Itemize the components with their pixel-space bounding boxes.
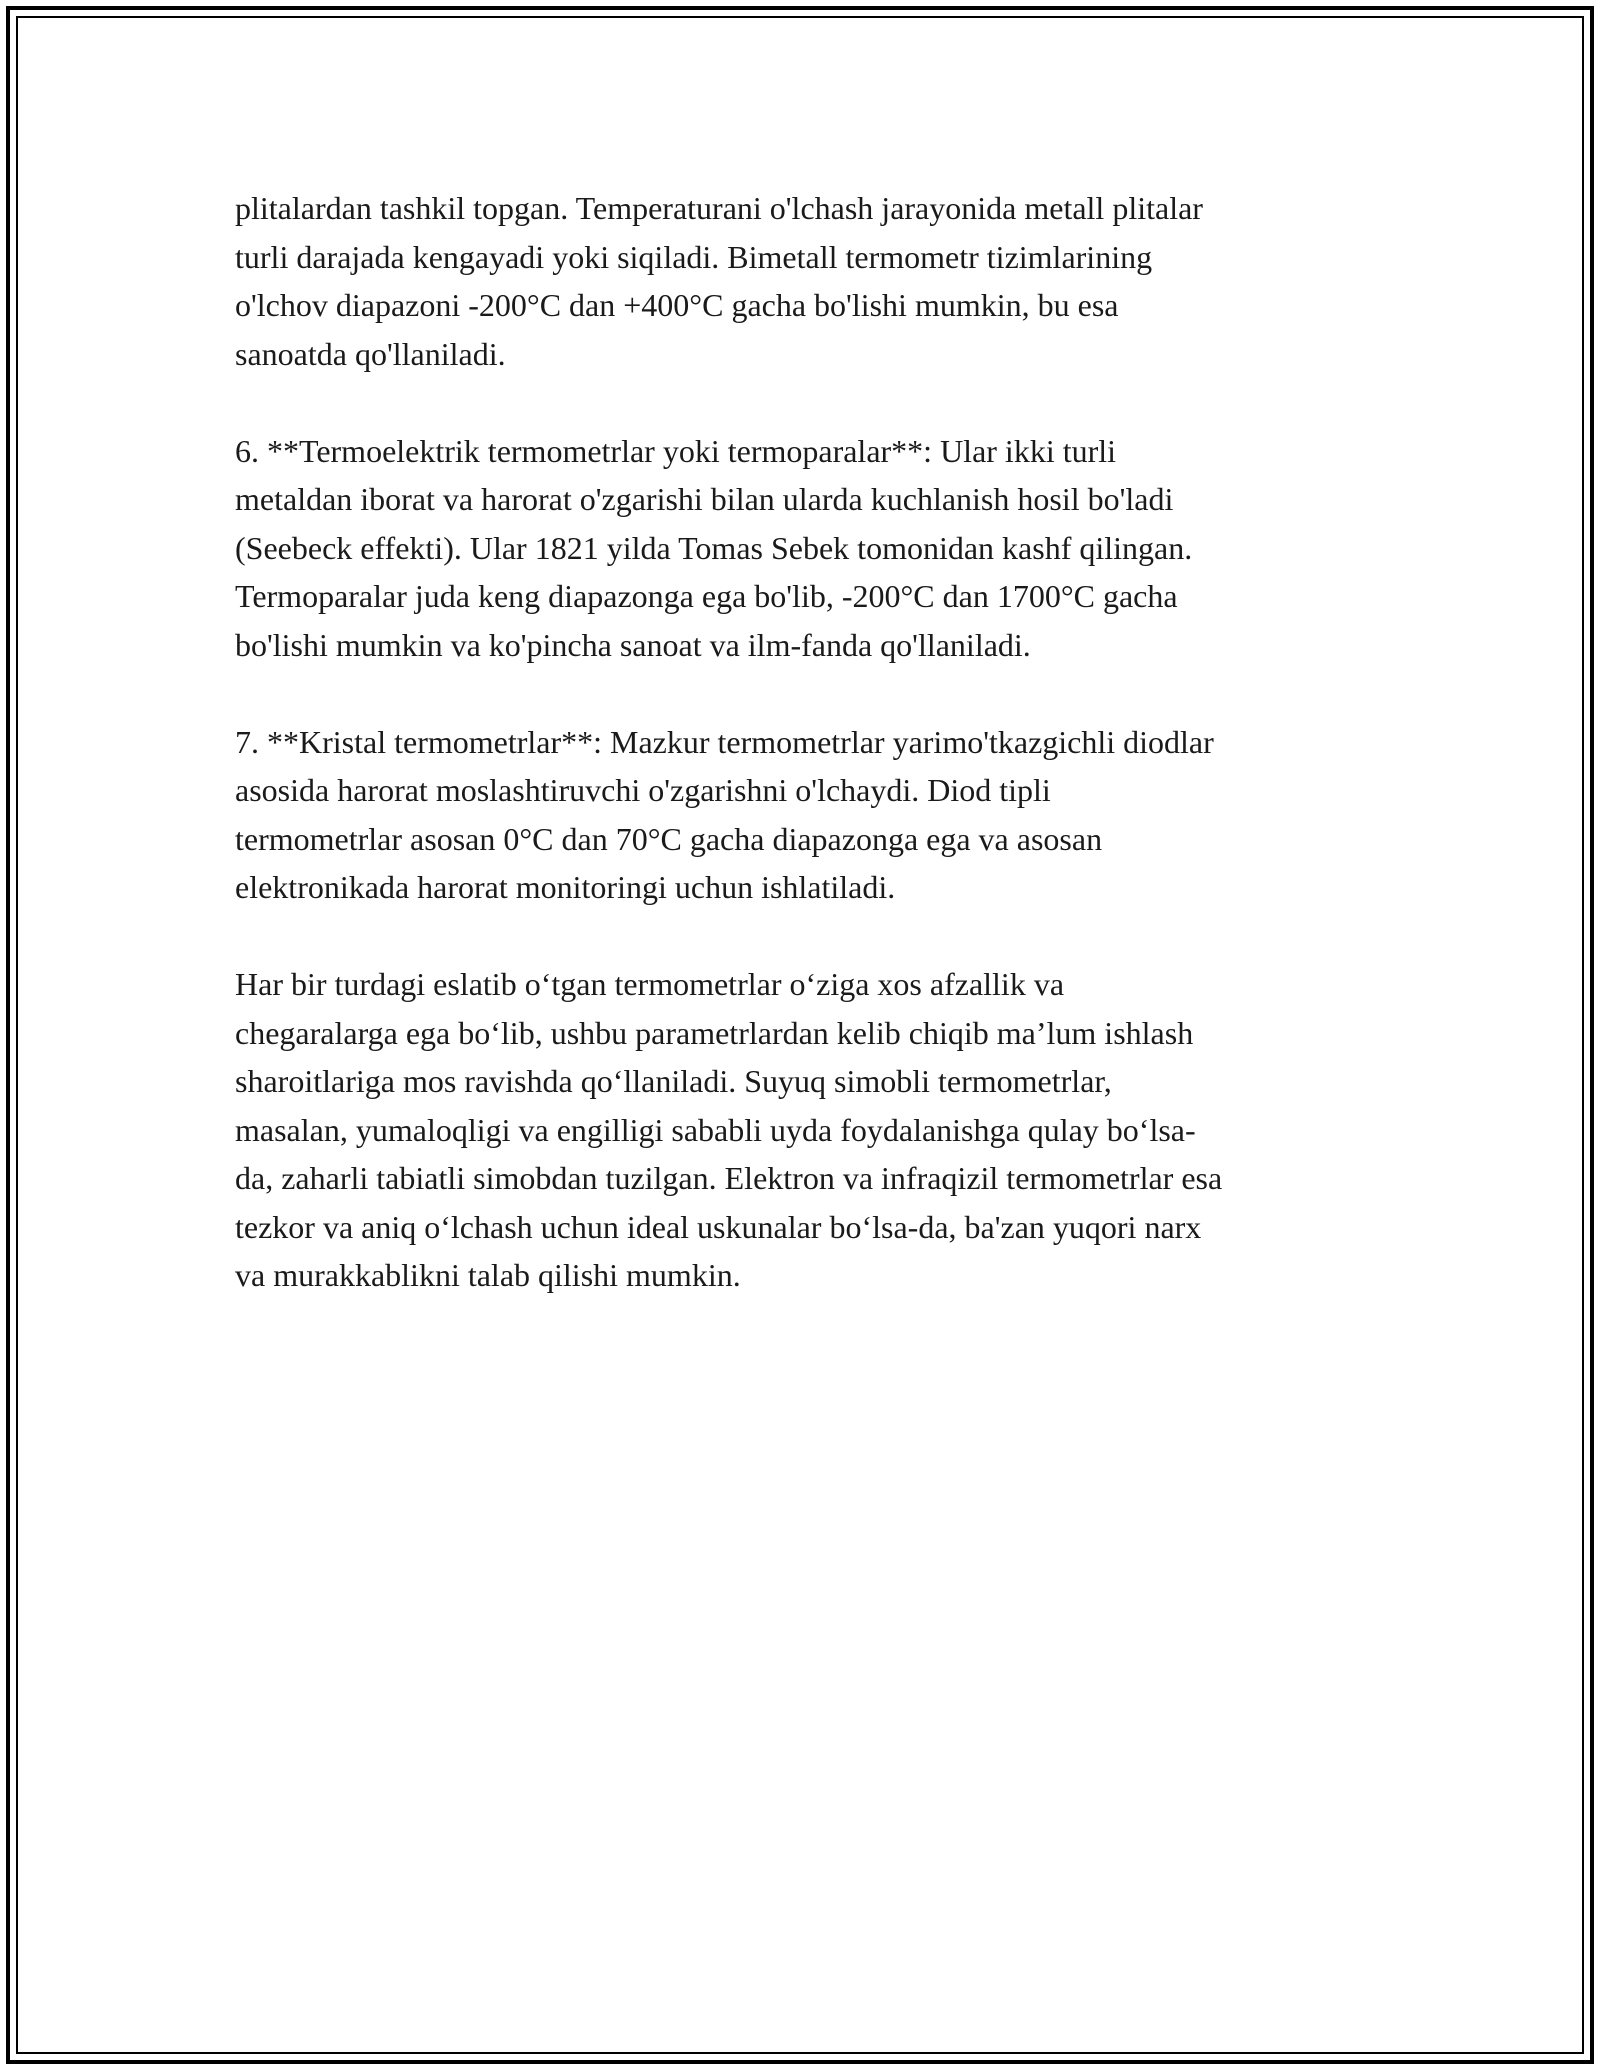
paragraph-thermoelectric: 6. **Termoelektrik termometrlar yoki termoparalar**: Ular ikki turli metaldan iborat va harorat o'zgarishi bilan ularda kuchlanish hosil bo'ladi (Seebeck effekti). Ular 1821 yilda Tomas Sebek tomonidan kashf qilingan. Termoparalar juda keng diapazonga ega bo'lib, -200°C dan 1700°C gacha bo'lishi mumkin va ko'pincha sanoat va ilm-fanda qo'llaniladi. [235,432,1193,663]
document-body [235,184,1375,1348]
paragraph-summary: Har bir turdagi eslatib o‘tgan termometrlar o‘ziga xos afzallik va chegaralarga ega bo‘lib, ushbu parametrlardan kelib chiqib ma’lum ishlash sharoitlariga mos ravishda qo‘llaniladi. Suyuq simobli termometrlar, masalan, yumaloqligi va engilligi sababli uyda foydalanishga qulay bo‘lsa- da, zaharli tabiatli simobdan tuzilgan. Elektron va infraqizil termometrlar esa tezkor va aniq o‘lchash uchun ideal uskunalar bo‘lsa-da, ba'zan yuqori narx va murakkablikni talab qilishi mumkin. [235,966,1223,1293]
paragraph-crystal: 7. **Kristal termometrlar**: Mazkur termometrlar yarimo'tkazgichli diodlar asosida harorat moslashtiruvchi o'zgarishni o'lchaydi. Diod tipli termometrlar asosan 0°C dan 70°C gacha diapazonga ega va asosan elektronikada harorat monitoringi uchun ishlatiladi. [235,723,1214,905]
paragraph-bimetal-continuation: plitalardan tashkil topgan. Temperaturani o'lchash jarayonida metall plitalar turli darajada kengayadi yoki siqiladi. Bimetall termometr tizimlarining o'lchov diapazoni -200°C dan +400°C gacha bo'lishi mumkin, bu esa sanoatda qo'llaniladi. [235,190,1203,372]
